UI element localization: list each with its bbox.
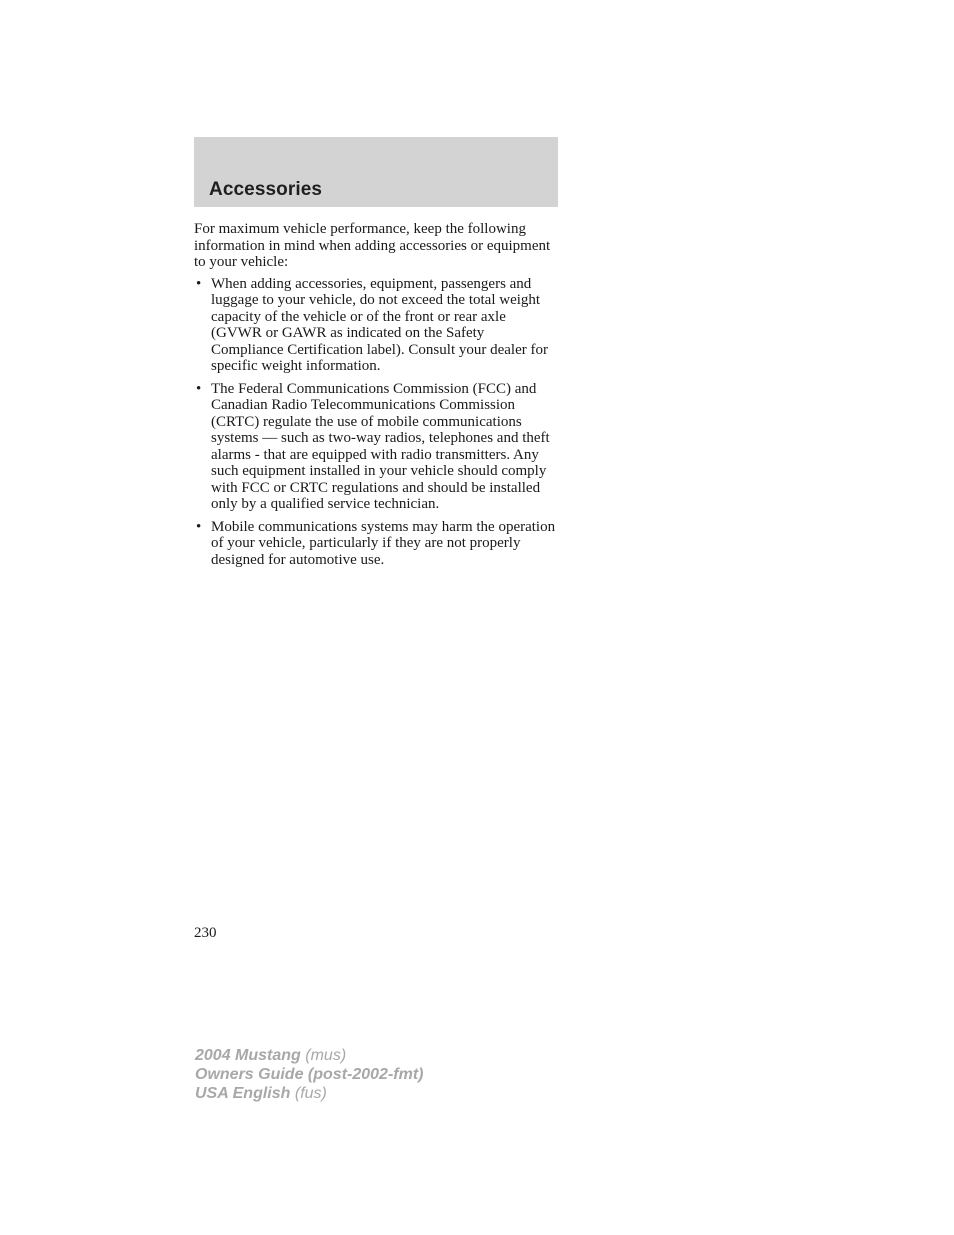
bullet-icon: • [196,380,202,397]
bullet-text: When adding accessories, equipment, passengers and luggage to your vehicle, do not exceed the total weight capacity of the vehicle or of the front or rear axle (GVWR or GAWR as indicated on the Safety Compliance Certification label). Consult your dealer for specific weight information. [211,275,548,374]
intro-paragraph: For maximum vehicle performance, keep the following information in mind when adding accessories or equipment to your vehicle: [194,221,551,270]
section-header [194,137,558,207]
footer-line-guide [195,1065,423,1084]
footer-language-code: (fus) [294,1085,327,1102]
bullet-item-mobile [194,519,558,569]
bullet-text: Mobile communications systems may harm the operation of your vehicle, particularly if they are not properly designed for automotive use. [211,518,556,568]
page-number: 230 [194,925,217,941]
footer-model: 2004 Mustang [195,1047,301,1064]
document-footer [195,1046,423,1103]
footer-guide: Owners Guide (post-2002-fmt) [195,1066,424,1083]
bullet-list [194,276,558,569]
footer-line-language [195,1084,423,1103]
bullet-item-weight [194,276,558,375]
bullet-item-fcc [194,381,558,513]
footer-language: USA English [195,1085,291,1102]
bullet-text: The Federal Communications Commission (FCC) and Canadian Radio Telecommunications Commission (CRTC) regulate the use of mobile communications systems — such as two-way radios, telephones and theft alarms - that are equipped with radio transmitters. Any such equipment installed in your vehicle should comply with FCC or CRTC regulations and should be installed only by a qualified service technician. [211,380,550,512]
section-title: Accessories [209,179,323,200]
footer-model-code: (mus) [305,1047,347,1064]
footer-line-model [195,1046,423,1065]
bullet-icon: • [196,518,202,535]
bullet-icon: • [196,275,202,292]
page-content [194,221,558,574]
